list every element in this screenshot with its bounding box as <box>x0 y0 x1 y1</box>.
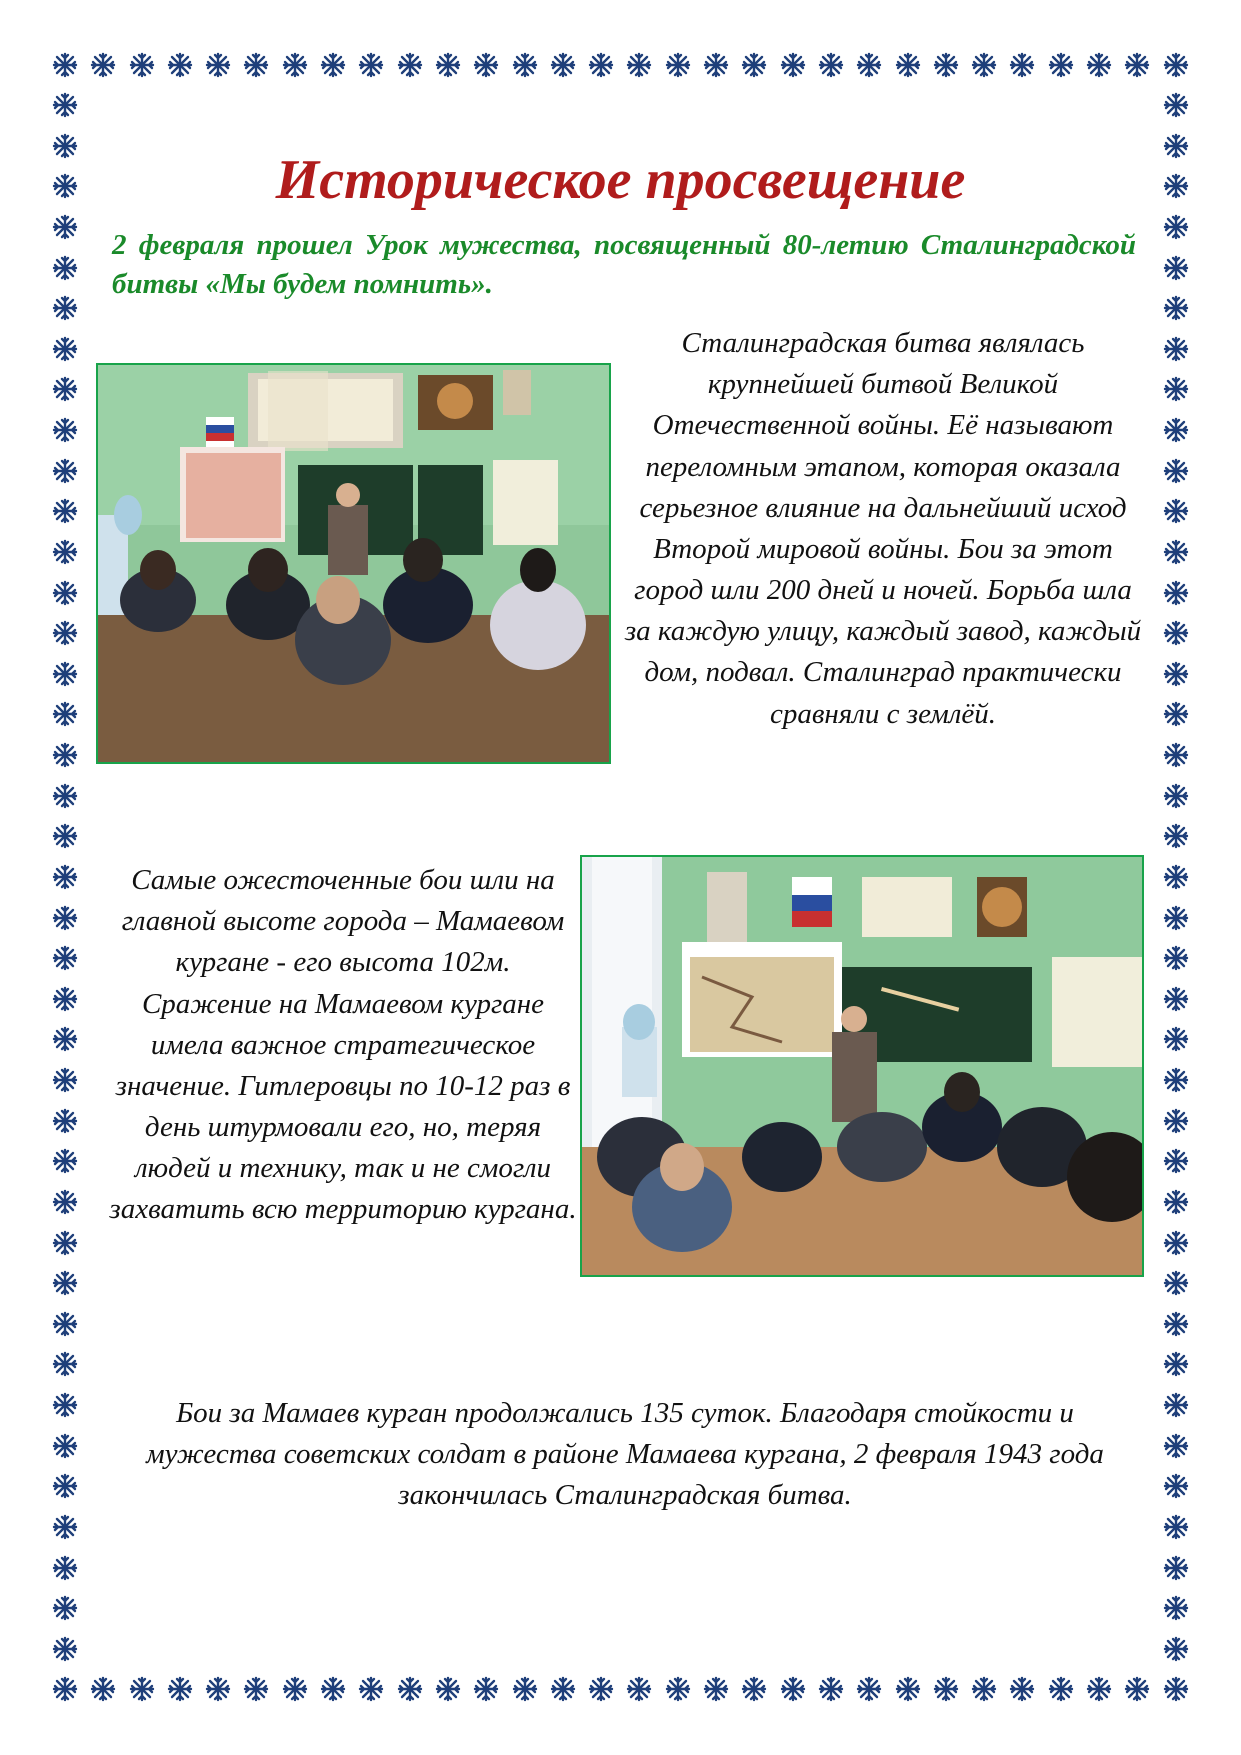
snowflake-ornament-icon <box>1163 1473 1189 1499</box>
right-ornament-border <box>1163 92 1189 1662</box>
snowflake-ornament-icon <box>1163 255 1189 281</box>
snowflake-ornament-icon <box>52 1433 78 1459</box>
snowflake-ornament-icon <box>129 52 155 78</box>
snowflake-ornament-icon <box>282 1676 308 1702</box>
snowflake-ornament-icon <box>550 52 576 78</box>
snowflake-ornament-icon <box>703 52 729 78</box>
paragraph-conclusion: Бои за Мамаев курган продолжались 135 суток. Благодаря стойкости и мужества советских солдат в районе Мамаева кургана, 2 февраля 1943 года закончилась Сталинградская битва. <box>146 1397 1104 1512</box>
snowflake-ornament-icon <box>626 1676 652 1702</box>
snowflake-ornament-icon <box>1163 986 1189 1012</box>
snowflake-ornament-icon <box>1163 1514 1189 1540</box>
classroom-photo-2 <box>580 855 1144 1277</box>
snowflake-ornament-icon <box>1163 864 1189 890</box>
snowflake-ornament-icon <box>52 1676 78 1702</box>
page-subtitle: 2 февраля прошел Урок мужества, посвященный 80-летию Сталинградской битвы «Мы будем помнить». <box>112 229 1136 301</box>
snowflake-ornament-icon <box>52 417 78 443</box>
snowflake-ornament-icon <box>52 1026 78 1052</box>
snowflake-ornament-icon <box>52 986 78 1012</box>
snowflake-ornament-icon <box>703 1676 729 1702</box>
snowflake-ornament-icon <box>52 823 78 849</box>
paragraph-stalingrad-battle: Сталинградская битва являлась крупнейшей битвой Великой Отечественной войны. Её называют переломным этапом, которая оказала серьезное влияние на дальнейший исход Второй мировой войны. Бои за этот город шли 200 дней и ночей. Борьба шла за каждую улицу, каждый завод, каждый дом, подвал. Сталинград практически сравняли с землёй. <box>624 327 1142 730</box>
snowflake-ornament-icon <box>1163 1351 1189 1377</box>
snowflake-ornament-icon <box>1163 458 1189 484</box>
snowflake-ornament-icon <box>52 1067 78 1093</box>
snowflake-ornament-icon <box>818 52 844 78</box>
snowflake-ornament-icon <box>473 1676 499 1702</box>
snowflake-ornament-icon <box>856 52 882 78</box>
paragraph-mamayev-kurgan: Самые ожесточенные бои шли на главной высоте города – Мамаевом кургане - его высота 102м. Сражение на Мамаевом кургане имела важное стратегическое значение. Гитлеровцы по 10-12 раз в день штурмовали его, но, теряя людей и технику, так и не смогли захватить всю территорию кургана. <box>109 864 577 1226</box>
snowflake-ornament-icon <box>895 52 921 78</box>
snowflake-ornament-icon <box>1163 1148 1189 1174</box>
snowflake-ornament-icon <box>52 945 78 971</box>
snowflake-ornament-icon <box>52 701 78 727</box>
snowflake-ornament-icon <box>52 1351 78 1377</box>
snowflake-ornament-icon <box>1163 336 1189 362</box>
snowflake-ornament-icon <box>588 1676 614 1702</box>
snowflake-ornament-icon <box>1163 92 1189 118</box>
snowflake-ornament-icon <box>52 1108 78 1134</box>
snowflake-ornament-icon <box>52 1148 78 1174</box>
snowflake-ornament-icon <box>320 52 346 78</box>
snowflake-ornament-icon <box>52 1636 78 1662</box>
snowflake-ornament-icon <box>1163 1595 1189 1621</box>
snowflake-ornament-icon <box>741 1676 767 1702</box>
snowflake-ornament-icon <box>52 1230 78 1256</box>
snowflake-ornament-icon <box>52 498 78 524</box>
page-title: Историческое просвещение <box>275 149 966 211</box>
snowflake-ornament-icon <box>52 376 78 402</box>
snowflake-ornament-icon <box>52 458 78 484</box>
snowflake-ornament-icon <box>243 1676 269 1702</box>
snowflake-ornament-icon <box>1163 417 1189 443</box>
snowflake-ornament-icon <box>52 905 78 931</box>
snowflake-ornament-icon <box>52 133 78 159</box>
snowflake-ornament-icon <box>741 52 767 78</box>
bottom-ornament-border <box>52 1676 1189 1702</box>
snowflake-ornament-icon <box>52 336 78 362</box>
snowflake-ornament-icon <box>856 1676 882 1702</box>
top-ornament-border <box>52 52 1189 78</box>
snowflake-ornament-icon <box>167 1676 193 1702</box>
classroom-photo-1 <box>96 363 611 764</box>
snowflake-ornament-icon <box>1163 1676 1189 1702</box>
snowflake-ornament-icon <box>1163 1067 1189 1093</box>
snowflake-ornament-icon <box>1163 580 1189 606</box>
snowflake-ornament-icon <box>282 52 308 78</box>
snowflake-ornament-icon <box>1163 1026 1189 1052</box>
snowflake-ornament-icon <box>665 52 691 78</box>
snowflake-ornament-icon <box>129 1676 155 1702</box>
snowflake-ornament-icon <box>1009 1676 1035 1702</box>
snowflake-ornament-icon <box>52 742 78 768</box>
snowflake-ornament-icon <box>1163 295 1189 321</box>
snowflake-ornament-icon <box>435 52 461 78</box>
snowflake-ornament-icon <box>1163 1555 1189 1581</box>
snowflake-ornament-icon <box>52 620 78 646</box>
snowflake-ornament-icon <box>52 1473 78 1499</box>
snowflake-ornament-icon <box>1048 1676 1074 1702</box>
snowflake-ornament-icon <box>1163 376 1189 402</box>
snowflake-ornament-icon <box>1163 620 1189 646</box>
snowflake-ornament-icon <box>52 1514 78 1540</box>
snowflake-ornament-icon <box>1163 214 1189 240</box>
left-ornament-border <box>52 92 78 1662</box>
snowflake-ornament-icon <box>205 1676 231 1702</box>
snowflake-ornament-icon <box>1048 52 1074 78</box>
snowflake-ornament-icon <box>512 1676 538 1702</box>
snowflake-ornament-icon <box>1086 1676 1112 1702</box>
snowflake-ornament-icon <box>473 52 499 78</box>
snowflake-ornament-icon <box>52 1392 78 1418</box>
snowflake-ornament-icon <box>1163 1108 1189 1134</box>
snowflake-ornament-icon <box>243 52 269 78</box>
snowflake-ornament-icon <box>1086 52 1112 78</box>
snowflake-ornament-icon <box>780 52 806 78</box>
snowflake-ornament-icon <box>512 52 538 78</box>
snowflake-ornament-icon <box>971 52 997 78</box>
snowflake-ornament-icon <box>397 52 423 78</box>
snowflake-ornament-icon <box>167 52 193 78</box>
snowflake-ornament-icon <box>1163 742 1189 768</box>
snowflake-ornament-icon <box>665 1676 691 1702</box>
snowflake-ornament-icon <box>1163 1189 1189 1215</box>
snowflake-ornament-icon <box>52 92 78 118</box>
snowflake-ornament-icon <box>1163 52 1189 78</box>
snowflake-ornament-icon <box>52 783 78 809</box>
snowflake-ornament-icon <box>358 52 384 78</box>
snowflake-ornament-icon <box>52 539 78 565</box>
snowflake-ornament-icon <box>780 1676 806 1702</box>
snowflake-ornament-icon <box>1163 539 1189 565</box>
snowflake-ornament-icon <box>52 214 78 240</box>
snowflake-ornament-icon <box>1163 1636 1189 1662</box>
snowflake-ornament-icon <box>435 1676 461 1702</box>
snowflake-ornament-icon <box>1009 52 1035 78</box>
snowflake-ornament-icon <box>626 52 652 78</box>
snowflake-ornament-icon <box>1163 783 1189 809</box>
snowflake-ornament-icon <box>1163 1230 1189 1256</box>
snowflake-ornament-icon <box>818 1676 844 1702</box>
snowflake-ornament-icon <box>1163 1392 1189 1418</box>
snowflake-ornament-icon <box>1163 1311 1189 1337</box>
snowflake-ornament-icon <box>90 52 116 78</box>
snowflake-ornament-icon <box>933 52 959 78</box>
snowflake-ornament-icon <box>205 52 231 78</box>
snowflake-ornament-icon <box>1163 701 1189 727</box>
snowflake-ornament-icon <box>52 1189 78 1215</box>
snowflake-ornament-icon <box>90 1676 116 1702</box>
snowflake-ornament-icon <box>588 52 614 78</box>
snowflake-ornament-icon <box>52 1270 78 1296</box>
snowflake-ornament-icon <box>1163 1270 1189 1296</box>
snowflake-ornament-icon <box>971 1676 997 1702</box>
snowflake-ornament-icon <box>52 173 78 199</box>
snowflake-ornament-icon <box>550 1676 576 1702</box>
snowflake-ornament-icon <box>933 1676 959 1702</box>
snowflake-ornament-icon <box>1163 905 1189 931</box>
snowflake-ornament-icon <box>1163 945 1189 971</box>
snowflake-ornament-icon <box>52 295 78 321</box>
snowflake-ornament-icon <box>1163 823 1189 849</box>
snowflake-ornament-icon <box>1163 498 1189 524</box>
snowflake-ornament-icon <box>52 580 78 606</box>
snowflake-ornament-icon <box>52 255 78 281</box>
snowflake-ornament-icon <box>52 52 78 78</box>
snowflake-ornament-icon <box>52 1311 78 1337</box>
snowflake-ornament-icon <box>1163 661 1189 687</box>
snowflake-ornament-icon <box>895 1676 921 1702</box>
snowflake-ornament-icon <box>358 1676 384 1702</box>
snowflake-ornament-icon <box>1124 1676 1150 1702</box>
snowflake-ornament-icon <box>52 1555 78 1581</box>
snowflake-ornament-icon <box>320 1676 346 1702</box>
snowflake-ornament-icon <box>1163 133 1189 159</box>
snowflake-ornament-icon <box>52 661 78 687</box>
snowflake-ornament-icon <box>1124 52 1150 78</box>
snowflake-ornament-icon <box>52 864 78 890</box>
snowflake-ornament-icon <box>52 1595 78 1621</box>
snowflake-ornament-icon <box>397 1676 423 1702</box>
snowflake-ornament-icon <box>1163 173 1189 199</box>
snowflake-ornament-icon <box>1163 1433 1189 1459</box>
